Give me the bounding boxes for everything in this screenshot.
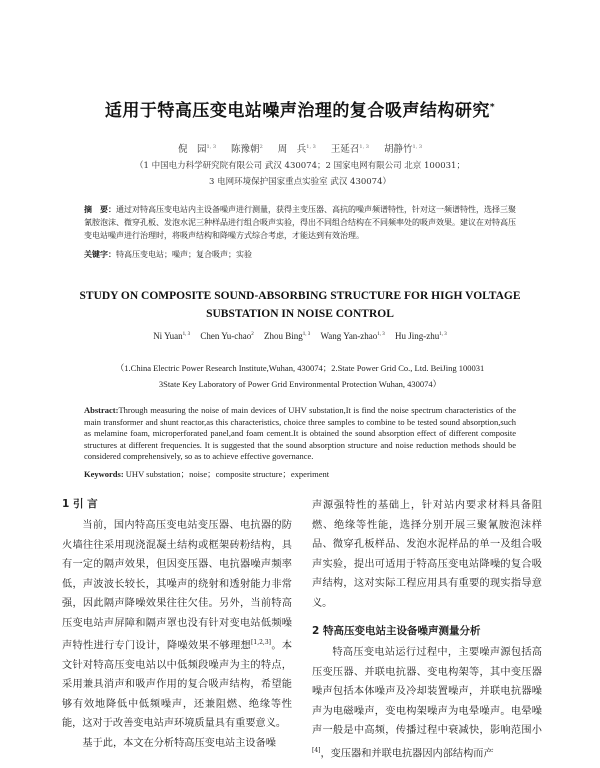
keywords-label: 关键字： — [84, 250, 116, 259]
chinese-keywords — [84, 248, 516, 261]
chinese-abstract — [84, 203, 516, 242]
abstract-text: Through measuring the noise of main devices of UHV substation,It is find the noise spectrum characteristics of the main transformer and shunt reactor,as this characteristics, choice three samples to combine to be tested sound absorption,such as melamine foam, microperforated panel,and foam cement.It is obtained the sound absorption effect of different composite structures at different frequencies. It is suggested that the sound absorption structure and noise reduction methods should be considered comprehensively, so as to achieve effective governance. — [84, 405, 516, 461]
abstract-text: 通过对特高压变电站内主设备噪声进行测量，获得主变压器、高抗的噪声频谱特性，针对这一频谱特性，选择三聚氰胺泡沫、微穿孔板、发泡水泥三种样品进行组合吸声实验，得出不同组合结构在不同频率处的吸声效果。建议在对特高压变电站噪声进行治理时，将吸声结构和降噪方式综合考虑，才能达到有效治理。 — [84, 205, 516, 240]
section-2-heading: 2 特高压变电站主设备噪声测量分析 — [312, 625, 481, 637]
section-1-heading: 1 引 言 — [62, 498, 98, 510]
author: 陈豫朝$^2$ — [231, 143, 263, 155]
chinese-title — [0, 96, 600, 121]
right-column — [312, 496, 542, 763]
chinese-title-text: 适用于特高压变电站噪声治理的复合吸声结构研究 — [104, 101, 490, 121]
english-author-list — [0, 331, 600, 341]
author: 王延召$^{1, 3}$ — [330, 143, 369, 155]
english-keywords — [84, 469, 516, 481]
chinese-affiliation-line-1: （1 中国电力科学研究院有限公司 武汉 430074；2 国家电网有限公司 北京 100031； — [135, 161, 465, 171]
keywords-label: Keywords: — [84, 469, 124, 479]
author: Chen Yu-chao$^2$ — [200, 331, 254, 341]
keywords-text: 特高压变电站；噪声；复合吸声；实验 — [116, 250, 252, 259]
author: Wang Yan-zhao$^{1, 3}$ — [320, 331, 385, 341]
abstract-label: Abstract: — [84, 405, 119, 415]
section-1-paragraph-2-continued: 声源强特性的基础上，针对站内要求材料具备阻燃、绝缘等性能，选择分别开展三聚氰胺泡沫样品、微穿孔板样品、发泡水泥样品的单一及组合吸声实验，提出可适用于特高压变电站降噪的复合吸声结构，这对实际工程应用具有重要的现实指导意义。 — [312, 500, 542, 609]
keywords-text: UHV substation；noise；composite structure；experiment — [123, 469, 330, 479]
author: Zhou Bing$^{1, 3}$ — [264, 331, 311, 341]
section-2-paragraph-1: 特高压变电站运行过程中，主要噪声源包括高压变压器、并联电抗器、变电构架等，其中变压器噪声包括本体噪声及冷却装置噪声，并联电抗器噪声为电磁噪声，变电构架噪声为电晕噪声。电晕噪声一般是中高频，传播过程中衰减快，影响范围小[4]，变压器和并联电抗器因内部结构而产 — [312, 647, 542, 759]
author: 胡静竹$^{1, 3}$ — [383, 143, 423, 155]
section-1-paragraph-2: 基于此，本文在分析特高压变电站主设备噪 — [82, 737, 276, 749]
author: 周 兵$^{1, 3}$ — [277, 143, 316, 155]
english-affiliation-line-2: 3State Key Laboratory of Power Grid Environmental Protection Wuhan, 430074） — [158, 379, 442, 389]
author: 倪 园$^{1, 3}$ — [177, 143, 217, 155]
english-title: STUDY ON COMPOSITE SOUND-ABSORBING STRUCTURE FOR HIGH VOLTAGE SUBSTATION IN NOISE CONTROL — [79, 290, 521, 320]
abstract-label: 摘 要： — [84, 205, 116, 214]
english-abstract — [84, 405, 516, 463]
citation: [4] — [312, 746, 321, 754]
left-column — [62, 492, 292, 753]
citation: [1,2,3] — [251, 639, 271, 646]
author: Ni Yuan$^{1, 3}$ — [153, 331, 191, 341]
section-1-paragraph-1: 当前，国内特高压变电站变压器、电抗器的防火墙往往采用现浇混凝土结构或框架砖粉结构，具有一定的隔声效果，但因变压器、电抗器噪声频率低，声波波长较长，其噪声的绕射和透射能力非常强，因此隔声降噪效果往往欠佳。另外，当前特高压变电站声屏障和隔声罩也没有针对变电站低频噪声特性进行专门设计，降噪效果不够理想[1,2,3]。本文针对特高压变电站以中低频段噪声为主的特点，采用兼具消声和吸声作用的复合吸声结构，希望能够有效地降低中低频噪声，还兼阻燃、绝缘等性能，这对于改善变电站声环境质量具有重要意义。 — [62, 520, 293, 730]
chinese-affiliation-line-2: 3 电网环境保护国家重点实验室 武汉 430074） — [209, 177, 391, 187]
chinese-author-list — [0, 141, 600, 155]
author: Hu Jing-zhu$^{1, 3}$ — [395, 331, 447, 341]
english-affiliation-line-1: （1.China Electric Power Research Institute,Wuhan, 430074；2.State Power Grid Co., Ltd. BeiJing 100031 — [115, 363, 485, 373]
title-footnote-mark: * — [489, 102, 496, 113]
